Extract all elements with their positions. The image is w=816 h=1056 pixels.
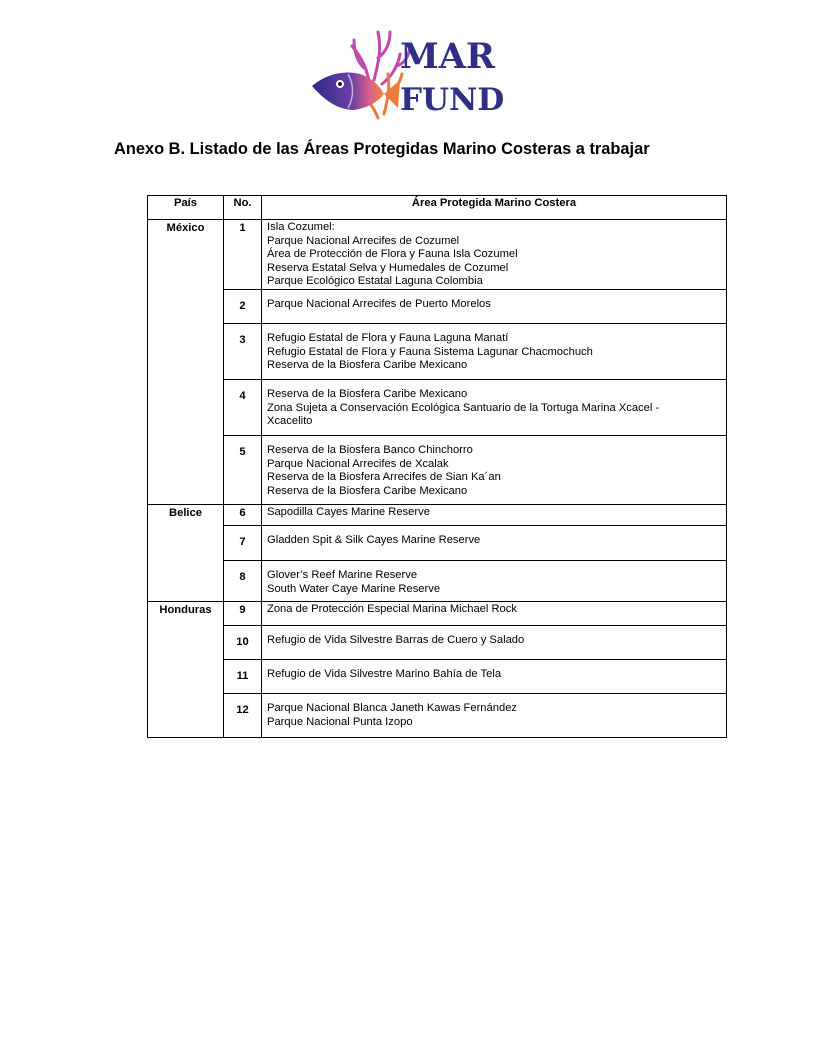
header-no: No. — [224, 196, 262, 220]
area-cell — [262, 694, 727, 738]
table-row — [148, 220, 727, 290]
area-name: Gladden Spit & Silk Cayes Marine Reserve — [267, 534, 481, 546]
area-name: Reserva de la Biosfera Banco Chinchorro — [267, 444, 473, 456]
table-row — [148, 602, 727, 626]
logo-line2: FUND — [400, 82, 505, 118]
area-name: South Water Caye Marine Reserve — [267, 582, 441, 595]
number-cell: 3 — [224, 324, 262, 380]
area-cell — [262, 380, 727, 436]
area-name: Parque Nacional Arrecifes de Xcalak — [267, 457, 449, 470]
number-cell: 11 — [224, 660, 262, 694]
number-cell: 9 — [224, 602, 262, 626]
area-name: Reserva de la Biosfera Arrecifes de Sian Ka´an — [267, 471, 501, 484]
country-cell: Honduras — [148, 602, 224, 738]
table-row — [148, 380, 727, 436]
area-cell — [262, 626, 727, 660]
table-row — [148, 505, 727, 526]
area-name: Parque Ecológico Estatal Laguna Colombia — [267, 275, 483, 288]
area-cell — [262, 436, 727, 505]
number-cell: 1 — [224, 220, 262, 290]
header-pais: País — [148, 196, 224, 220]
area-cell — [262, 660, 727, 694]
area-name: Isla Cozumel: — [267, 221, 335, 233]
area-name: Refugio Estatal de Flora y Fauna Sistema Lagunar Chacmochuch — [267, 345, 593, 358]
header-area: Área Protegida Marino Costera — [262, 196, 727, 220]
area-cell — [262, 324, 727, 380]
area-cell — [262, 505, 727, 526]
table-row — [148, 436, 727, 505]
area-name: Parque Nacional Arrecifes de Cozumel — [267, 234, 460, 247]
area-name: Reserva de la Biosfera Caribe Mexicano — [267, 359, 468, 372]
table-row — [148, 694, 727, 738]
area-cell — [262, 220, 727, 290]
number-cell: 4 — [224, 380, 262, 436]
number-cell: 6 — [224, 505, 262, 526]
area-name: Sapodilla Cayes Marine Reserve — [267, 506, 430, 518]
table-header-row — [148, 196, 727, 220]
area-name: Parque Nacional Arrecifes de Puerto Morelos — [267, 298, 491, 310]
table-row — [148, 526, 727, 561]
area-name: Área de Protección de Flora y Fauna Isla Cozumel — [267, 248, 518, 261]
marfund-logo-graphic — [308, 18, 513, 124]
table-row — [148, 324, 727, 380]
number-cell: 5 — [224, 436, 262, 505]
area-name: Refugio de Vida Silvestre Marino Bahía de Tela — [267, 668, 502, 680]
area-cell — [262, 602, 727, 626]
table-row — [148, 561, 727, 602]
number-cell: 10 — [224, 626, 262, 660]
area-name: Parque Nacional Punta Izopo — [267, 715, 413, 728]
area-name: Glover’s Reef Marine Reserve — [267, 569, 418, 581]
area-name: Xcacelito — [267, 415, 313, 428]
country-cell: Belice — [148, 505, 224, 602]
page-title: Anexo B. Listado de las Áreas Protegidas Marino Costeras a trabajar — [114, 140, 650, 158]
protected-areas-table — [147, 195, 727, 738]
area-name: Refugio Estatal de Flora y Fauna Laguna Manatí — [267, 332, 509, 344]
area-name: Reserva de la Biosfera Caribe Mexicano — [267, 388, 468, 400]
number-cell: 8 — [224, 561, 262, 602]
area-name: Refugio de Vida Silvestre Barras de Cuero y Salado — [267, 634, 525, 646]
number-cell: 7 — [224, 526, 262, 561]
table-row — [148, 290, 727, 324]
area-name: Parque Nacional Blanca Janeth Kawas Fernández — [267, 702, 518, 714]
area-name: Reserva Estatal Selva y Humedales de Cozumel — [267, 261, 509, 274]
area-name: Reserva de la Biosfera Caribe Mexicano — [267, 484, 468, 497]
area-name: Zona de Protección Especial Marina Michael Rock — [267, 603, 517, 615]
marfund-logo — [308, 18, 513, 124]
table-row — [148, 660, 727, 694]
number-cell: 2 — [224, 290, 262, 324]
area-name: Zona Sujeta a Conservación Ecológica Santuario de la Tortuga Marina Xcacel - — [267, 401, 660, 414]
number-cell: 12 — [224, 694, 262, 738]
country-cell: México — [148, 220, 224, 505]
area-cell — [262, 290, 727, 324]
table-row — [148, 626, 727, 660]
logo-line1: MAR — [400, 36, 495, 77]
area-cell — [262, 561, 727, 602]
area-cell — [262, 526, 727, 561]
